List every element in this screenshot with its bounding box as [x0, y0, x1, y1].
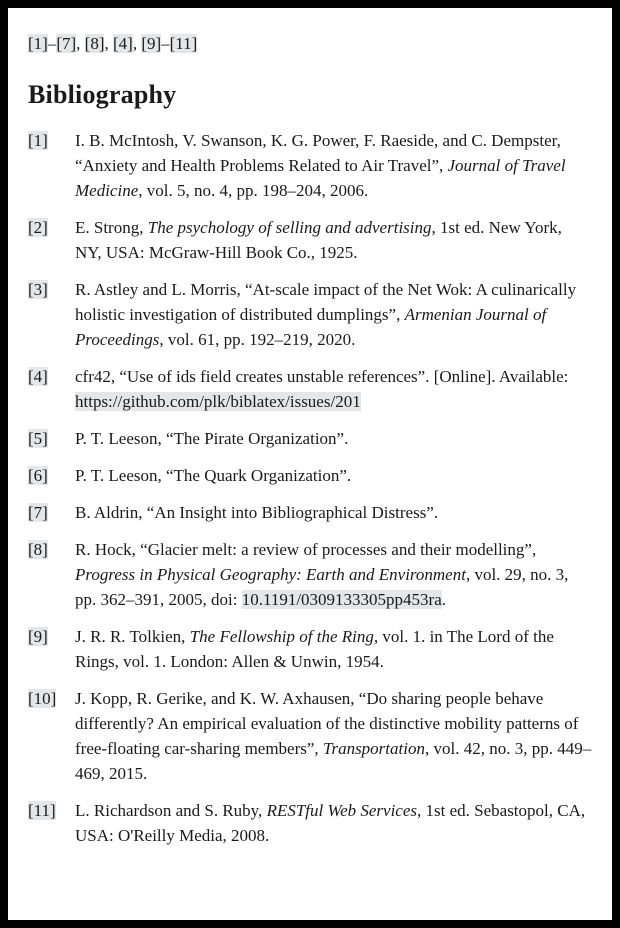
entry-label-link[interactable]: [7] [28, 503, 48, 522]
entry-label-cell [28, 364, 75, 389]
entry-text [75, 426, 592, 451]
entry-text-segment: P. T. Leeson, “The Quark Organization”. [75, 466, 352, 485]
entry-label-cell [28, 798, 75, 823]
entry-label-link[interactable]: [1] [28, 131, 48, 150]
entry-label-cell [28, 426, 75, 451]
entry-text-segment: E. Strong, [75, 218, 148, 237]
entry-label-link[interactable]: [9] [28, 627, 48, 646]
citation-line [28, 31, 592, 56]
entry-text-segment: B. Aldrin, “An Insight into Bibliographical Distress”. [75, 503, 439, 522]
entry-text-segment: , 1st ed. New York, NY, USA: McGraw-Hill Book Co., 1925. [75, 218, 562, 262]
bibliography-list [28, 128, 592, 848]
citation-link[interactable]: [1] [28, 34, 48, 53]
citation-link[interactable]: [8] [84, 34, 105, 53]
citation-link[interactable]: [7] [56, 34, 77, 53]
external-link[interactable]: 10.1191/0309133305pp453ra [241, 590, 442, 609]
bibliography-entry [28, 798, 592, 848]
entry-label-link[interactable]: [5] [28, 429, 48, 448]
entry-text [75, 215, 592, 265]
entry-label-link[interactable]: [8] [28, 540, 48, 559]
citation-link[interactable]: [11] [169, 34, 198, 53]
entry-label-link[interactable]: [6] [28, 466, 48, 485]
bibliography-entry [28, 364, 592, 414]
citation-separator: , [104, 34, 113, 53]
entry-text [75, 277, 592, 352]
entry-label-cell [28, 686, 75, 711]
entry-label-link[interactable]: [3] [28, 280, 48, 299]
bibliography-entry [28, 463, 592, 488]
entry-text [75, 463, 592, 488]
entry-label-cell [28, 624, 75, 649]
entry-text-segment: L. Richardson and S. Ruby, [75, 801, 267, 820]
entry-label-link[interactable]: [4] [28, 367, 48, 386]
entry-text [75, 798, 592, 848]
bibliography-entry [28, 426, 592, 451]
entry-text [75, 537, 592, 612]
work-title-italic: The psychology of selling and advertising [147, 218, 432, 237]
entry-label-cell [28, 537, 75, 562]
entry-text-segment: , 1st ed. Sebastopol, CA, USA: O'Reilly Media, 2008. [75, 801, 586, 845]
citation-link[interactable]: [4] [112, 34, 133, 53]
external-link[interactable]: https://github.com/plk/biblatex/issues/201 [75, 392, 361, 411]
entry-label-cell [28, 500, 75, 525]
entry-text-segment: cfr42, “Use of ids field creates unstable references”. [Online]. Available: [75, 367, 569, 386]
citation-link[interactable]: [9] [141, 34, 162, 53]
citation-separator: , [132, 34, 142, 53]
entry-label-cell [28, 128, 75, 153]
entry-text-segment: , vol. 42, no. 3, pp. 449–469, 2015. [75, 739, 592, 783]
entry-text-segment: , vol. 5, no. 4, pp. 198–204, 2006. [138, 181, 369, 200]
work-title-italic: Journal of Travel Medicine [75, 156, 566, 200]
entry-text-segment: R. Astley and L. Morris, “At-scale impact of the Net Wok: A culinarically holistic investigation of distributed dumplings”, [75, 280, 577, 324]
work-title-italic: The Fellowship of the Ring [189, 627, 374, 646]
entry-label-link[interactable]: [11] [28, 801, 56, 820]
entry-text [75, 686, 592, 786]
citation-separator: – [161, 34, 170, 53]
entry-label-link[interactable]: [2] [28, 218, 48, 237]
entry-text-segment: . [441, 590, 447, 609]
bibliography-entry [28, 277, 592, 352]
entry-text-segment: , vol. 1. in The Lord of the Rings, vol. 1. London: Allen & Unwin, 1954. [75, 627, 554, 671]
bibliography-entry [28, 500, 592, 525]
bibliography-entry [28, 215, 592, 265]
bibliography-entry [28, 537, 592, 612]
entry-text-segment: I. B. McIntosh, V. Swanson, K. G. Power, F. Raeside, and C. Dempster, “Anxiety and Health Problems Related to Air Travel”, [75, 131, 561, 175]
document-page [8, 8, 612, 920]
citation-separator: , [76, 34, 85, 53]
entry-text-segment: J. R. R. Tolkien, [75, 627, 190, 646]
entry-text-segment: R. Hock, “Glacier melt: a review of processes and their modelling”, [75, 540, 537, 559]
work-title-italic: Transportation [322, 739, 425, 758]
entry-text [75, 128, 592, 203]
entry-text [75, 500, 592, 525]
bibliography-entry [28, 624, 592, 674]
entry-text-segment: J. Kopp, R. Gerike, and K. W. Axhausen, “Do sharing people behave differently? An empirical evaluation of the distinctive mobility patterns of free-floating car-sharing members”, [75, 689, 579, 758]
entry-text [75, 624, 592, 674]
citation-separator: – [47, 34, 57, 53]
entry-text-segment: , vol. 61, pp. 192–219, 2020. [159, 330, 356, 349]
entry-text-segment: P. T. Leeson, “The Pirate Organization”. [75, 429, 349, 448]
entry-label-cell [28, 463, 75, 488]
bibliography-entry [28, 686, 592, 786]
entry-label-cell [28, 215, 75, 240]
entry-text [75, 364, 592, 414]
work-title-italic: Armenian Journal of Proceedings [75, 305, 547, 349]
work-title-italic: RESTful Web Services [266, 801, 418, 820]
entry-text-segment: , vol. 29, no. 3, pp. 362–391, 2005, doi: [75, 565, 569, 609]
bibliography-entry [28, 128, 592, 203]
bibliography-heading: Bibliography [28, 80, 177, 109]
entry-label-cell [28, 277, 75, 302]
work-title-italic: Progress in Physical Geography: Earth and Environment [75, 565, 466, 584]
entry-label-link[interactable]: [10] [28, 689, 57, 708]
